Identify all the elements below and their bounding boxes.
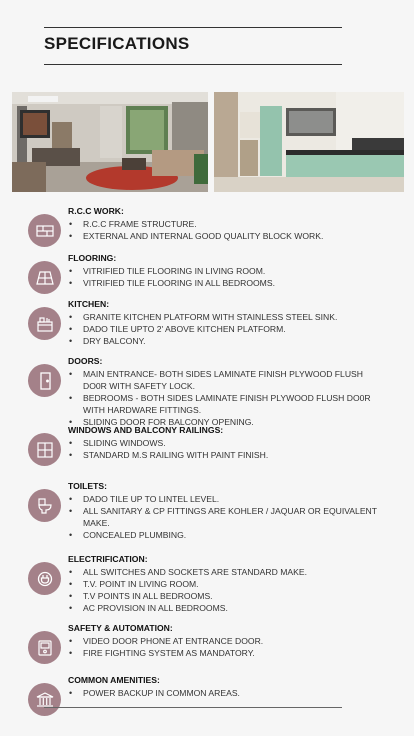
list-item: • T.V. POINT IN LIVING ROOM. bbox=[68, 578, 378, 590]
power-plug-icon bbox=[28, 562, 61, 595]
living-room-photo bbox=[12, 92, 208, 192]
section-title: TOILETS: bbox=[68, 481, 107, 491]
bottom-divider bbox=[44, 707, 342, 708]
top-divider bbox=[44, 27, 342, 28]
list-item: • POWER BACKUP IN COMMON AREAS. bbox=[68, 687, 378, 699]
list-item: • EXTERNAL AND INTERNAL GOOD QUALITY BLOCK WORK. bbox=[68, 230, 378, 242]
section-title: DOORS: bbox=[68, 356, 103, 366]
floor-tile-icon bbox=[28, 261, 61, 294]
list-item: • SLIDING DOOR FOR BALCONY OPENING. bbox=[68, 416, 378, 428]
list-item: • VITRIFIED TILE FLOORING IN LIVING ROOM. bbox=[68, 265, 378, 277]
list-item: • T.V POINTS IN ALL BEDROOMS. bbox=[68, 590, 378, 602]
kitchen-photo bbox=[214, 92, 404, 192]
section-title: ELECTRIFICATION: bbox=[68, 554, 148, 564]
list-item: • DADO TILE UPTO 2' ABOVE KITCHEN PLATFORM. bbox=[68, 323, 378, 335]
page-title: SPECIFICATIONS bbox=[44, 34, 190, 53]
list-item: • STANDARD M.S RAILING WITH PAINT FINISH. bbox=[68, 449, 378, 461]
brick-wall-icon bbox=[28, 214, 61, 247]
section-title: SAFETY & AUTOMATION: bbox=[68, 623, 173, 633]
list-item: • AC PROVISION IN ALL BEDROOMS. bbox=[68, 602, 378, 614]
list-item: • MAIN ENTRANCE- BOTH SIDES LAMINATE FINISH PLYWOOD FLUSH DO0R WITH SAFETY LOCK. bbox=[68, 368, 378, 392]
list-item: • DADO TILE UP TO LINTEL LEVEL. bbox=[68, 493, 378, 505]
section-title: FLOORING: bbox=[68, 253, 117, 263]
list-item: • ALL SWITCHES AND SOCKETS ARE STANDARD MAKE. bbox=[68, 566, 378, 578]
list-item: • VIDEO DOOR PHONE AT ENTRANCE DOOR. bbox=[68, 635, 378, 647]
kitchen-stove-icon bbox=[28, 307, 61, 340]
list-item: • R.C.C FRAME STRUCTURE. bbox=[68, 218, 378, 230]
list-item: • VITRIFIED TILE FLOORING IN ALL BEDROOMS. bbox=[68, 277, 378, 289]
door-icon bbox=[28, 364, 61, 397]
list-item: • DRY BALCONY. bbox=[68, 335, 378, 347]
section-title: WINDOWS AND BALCONY RAILINGS: bbox=[68, 425, 224, 435]
list-item: • CONCEALED PLUMBING. bbox=[68, 529, 378, 541]
section-title: KITCHEN: bbox=[68, 299, 110, 309]
window-icon bbox=[28, 433, 61, 466]
list-item: • BEDROOMS - BOTH SIDES LAMINATE FINISH PLYWOOD FLUSH DO0R WITH HARDWARE FITTINGS. bbox=[68, 392, 378, 416]
building-icon bbox=[28, 683, 61, 716]
list-item: • ALL SANITARY & CP FITTINGS ARE KOHLER / JAQUAR OR EQUIVALENT MAKE. bbox=[68, 505, 378, 529]
list-item: • FIRE FIGHTING SYSTEM AS MANDATORY. bbox=[68, 647, 378, 659]
list-item: • GRANITE KITCHEN PLATFORM WITH STAINLESS STEEL SINK. bbox=[68, 311, 378, 323]
section-title: COMMON AMENITIES: bbox=[68, 675, 160, 685]
door-phone-icon bbox=[28, 631, 61, 664]
toilet-icon bbox=[28, 489, 61, 522]
section-title: R.C.C WORK: bbox=[68, 206, 124, 216]
list-item: • SLIDING WINDOWS. bbox=[68, 437, 378, 449]
title-divider bbox=[44, 64, 342, 65]
